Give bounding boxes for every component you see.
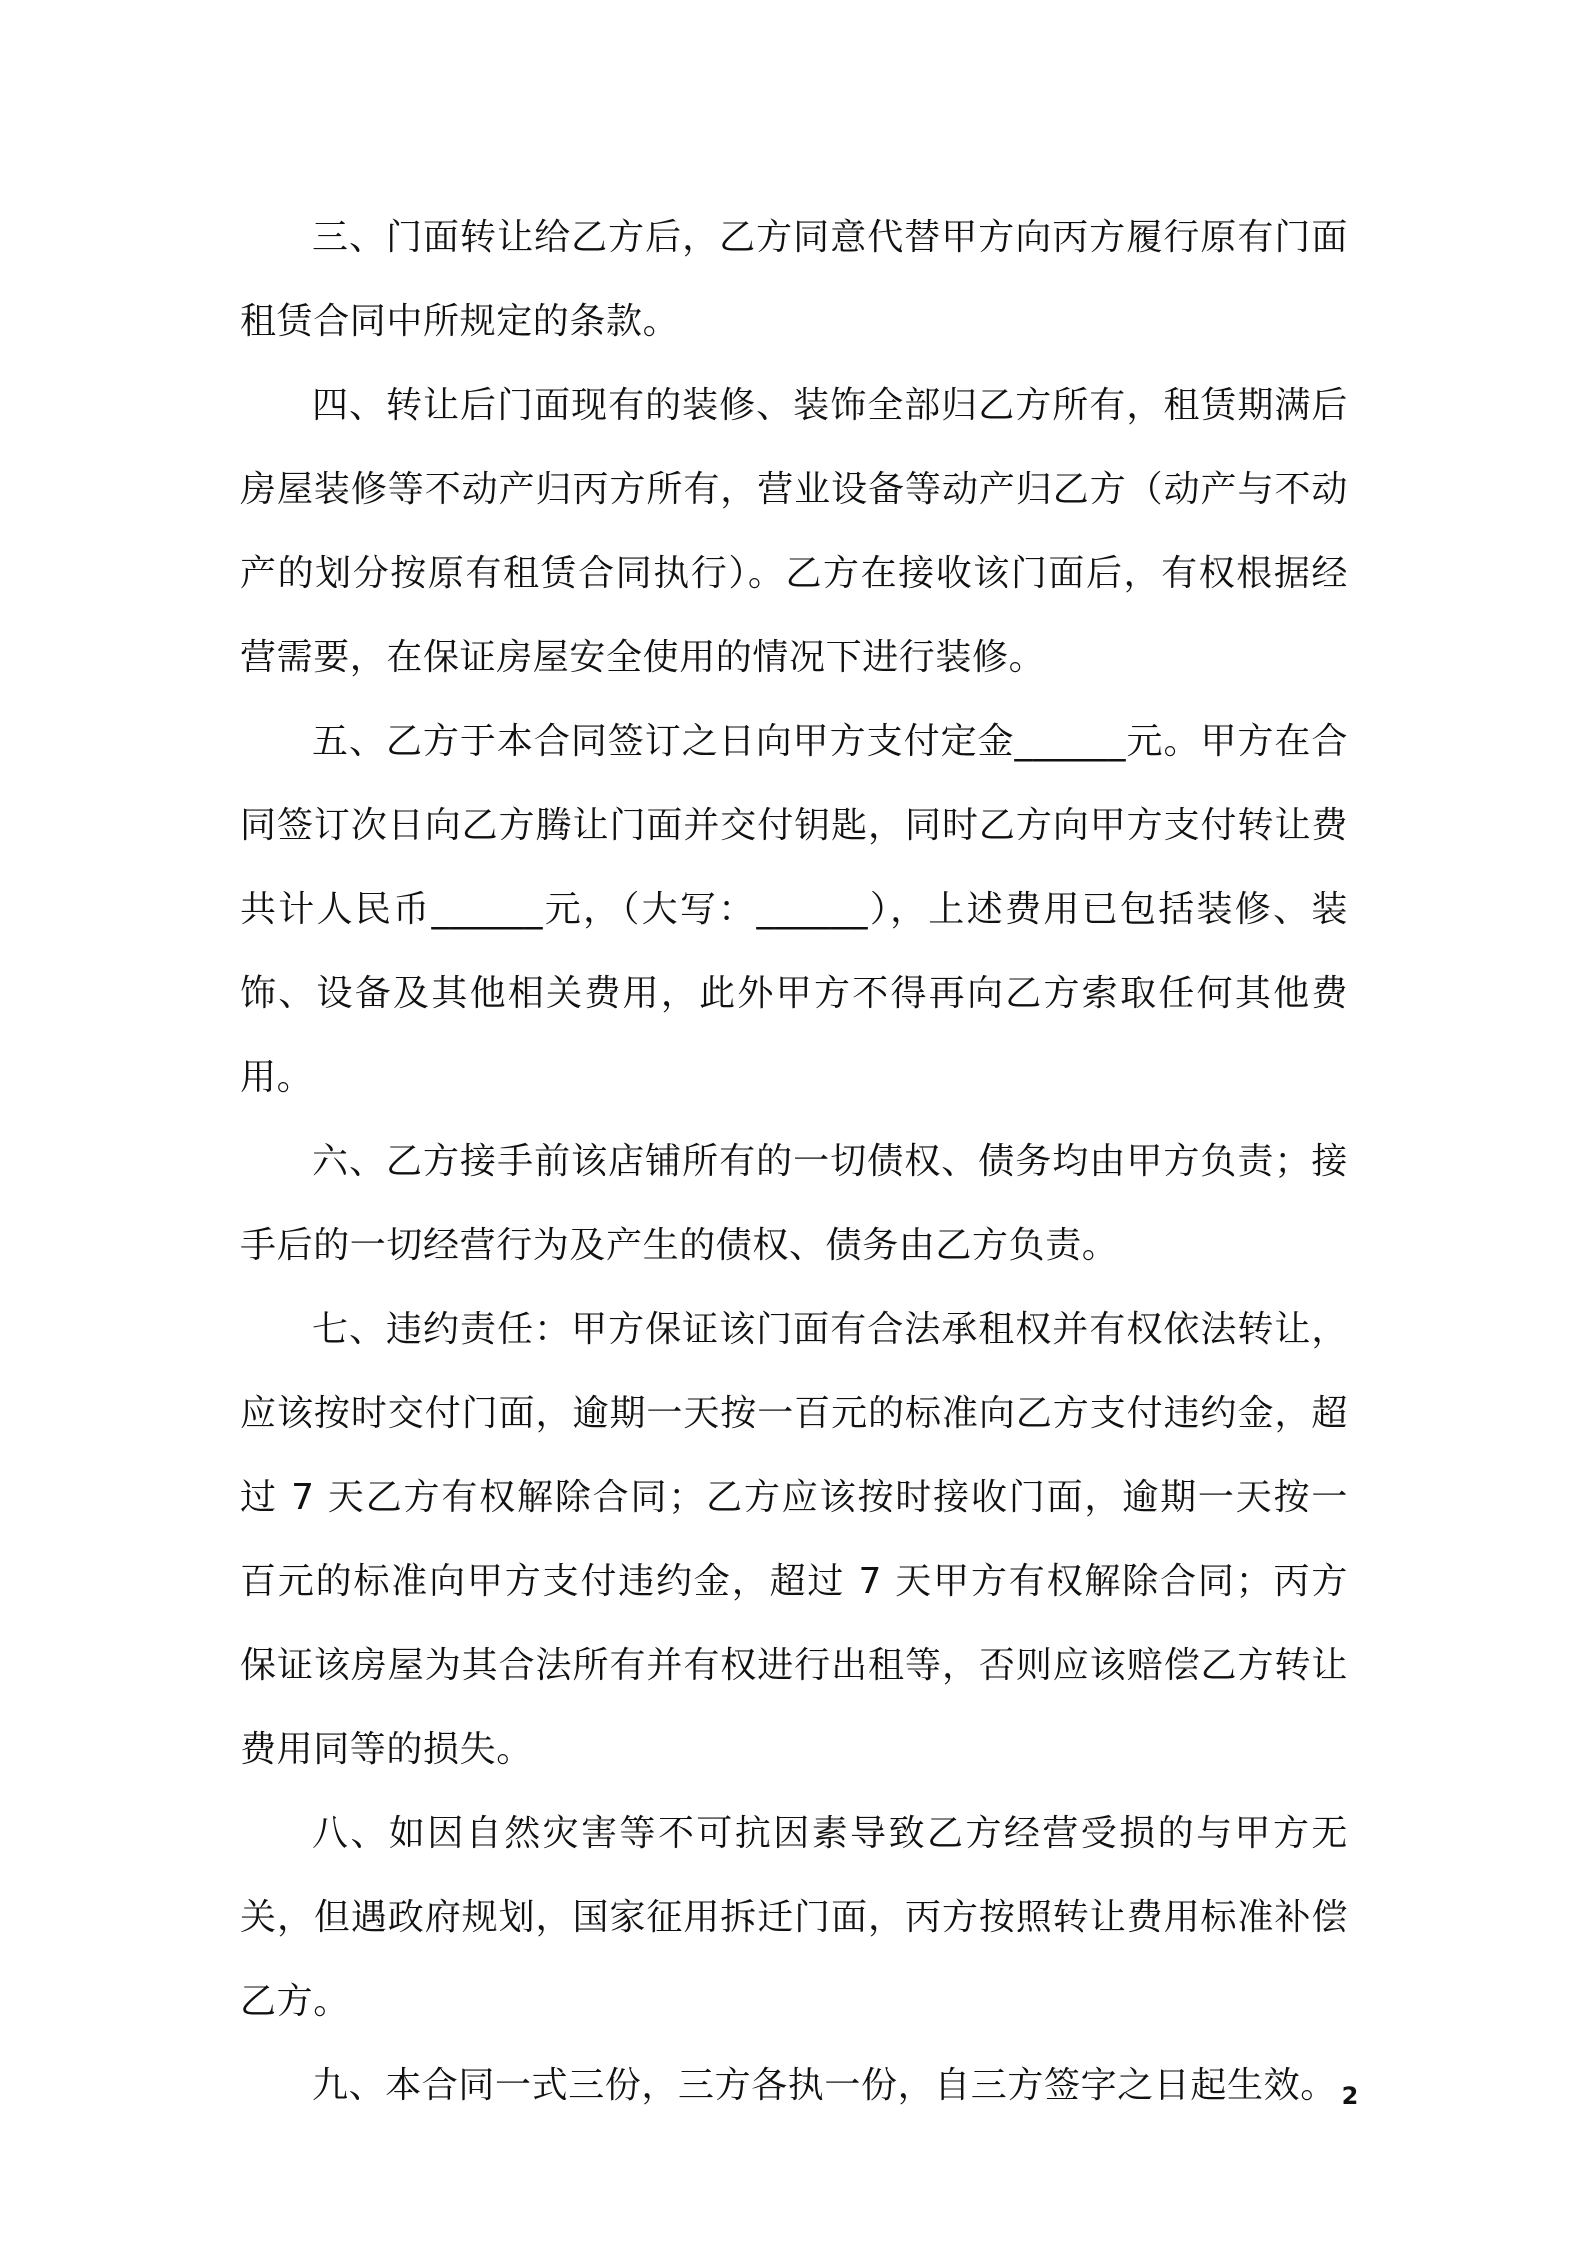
clause-5-paragraph: 五、乙方于本合同签订之日向甲方支付定金______元。甲方在合同签订次日向乙方腾让门面并交付钥匙，同时乙方向甲方支付转让费共计人民币______元，（大写：______），上述费用已包括装修、装饰、设备及其他相关费用，此外甲方不得再向乙方索取任何其他费用。 bbox=[240, 721, 1348, 1098]
document-body bbox=[240, 196, 1348, 2128]
clause-7-paragraph: 七、违约责任：甲方保证该门面有合法承租权并有权依法转让，应该按时交付门面，逾期一天按一百元的标准向乙方支付违约金，超过 7 天乙方有权解除合同；乙方应该按时接收门面，逾期一天按一百元的标准向甲方支付违约金，超过 7 天甲方有权解除合同；丙方保证该房屋为其合法所有并有权进行出租等，否则应该赔偿乙方转让费用同等的损失。 bbox=[240, 1309, 1348, 1770]
clause-6-paragraph: 六、乙方接手前该店铺所有的一切债权、债务均由甲方负责；接手后的一切经营行为及产生的债权、债务由乙方负责。 bbox=[240, 1141, 1348, 1266]
clause-3-paragraph: 三、门面转让给乙方后，乙方同意代替甲方向丙方履行原有门面租赁合同中所规定的条款。 bbox=[240, 217, 1348, 342]
clause-4-paragraph: 四、转让后门面现有的装修、装饰全部归乙方所有，租赁期满后房屋装修等不动产归丙方所有，营业设备等动产归乙方（动产与不动产的划分按原有租赁合同执行）。乙方在接收该门面后，有权根据经营需要，在保证房屋安全使用的情况下进行装修。 bbox=[240, 385, 1348, 678]
page-number: 2 bbox=[1341, 2082, 1359, 2110]
clause-9-paragraph: 九、本合同一式三份，三方各执一份，自三方签字之日起生效。 bbox=[312, 2065, 1337, 2106]
clause-8-paragraph: 八、如因自然灾害等不可抗因素导致乙方经营受损的与甲方无关，但遇政府规划，国家征用拆迁门面，丙方按照转让费用标准补偿乙方。 bbox=[240, 1813, 1348, 2022]
